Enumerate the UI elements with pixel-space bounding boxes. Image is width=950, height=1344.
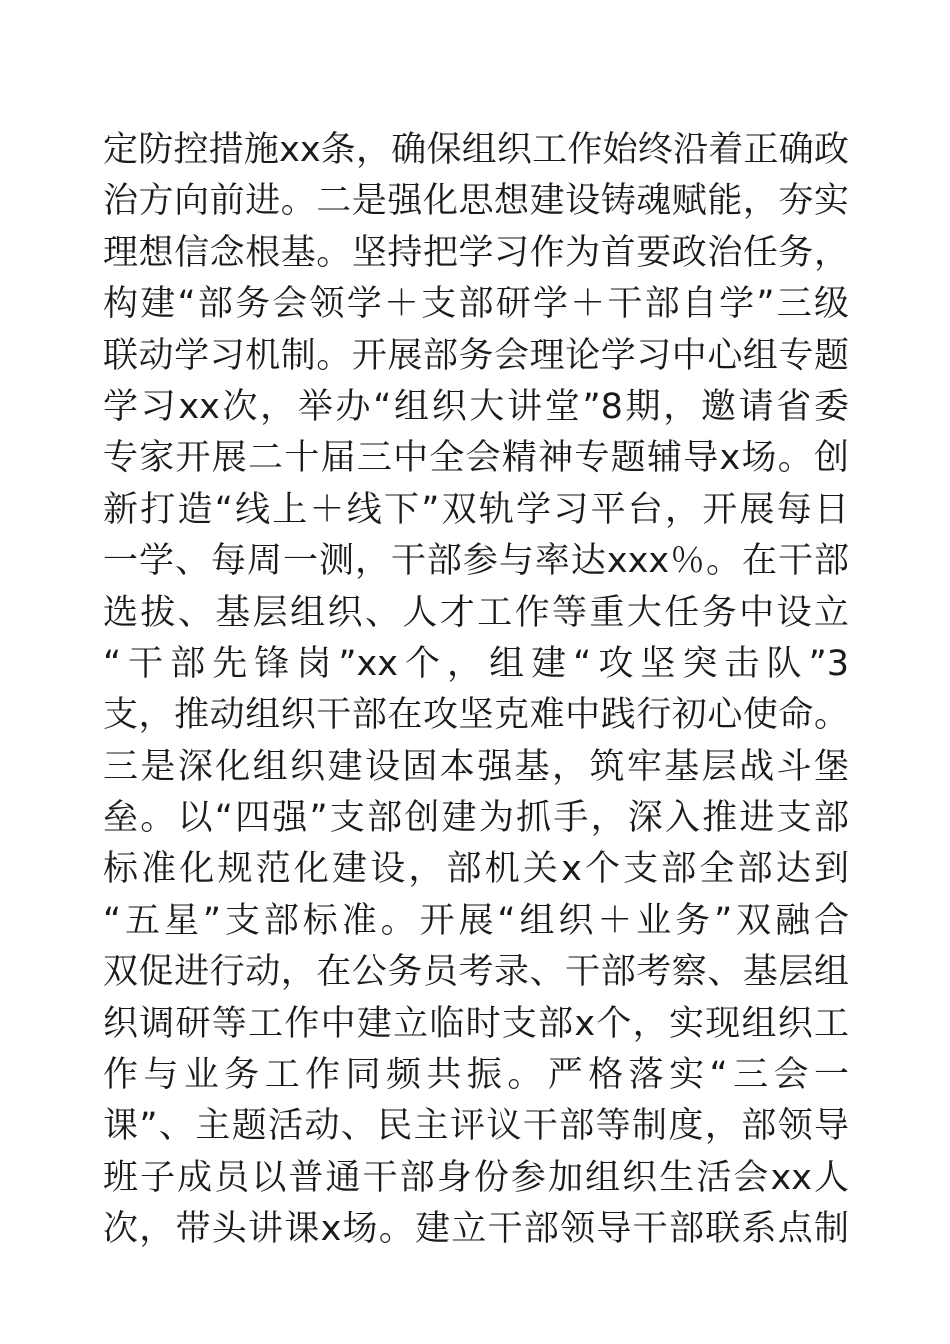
text-line: 标准化规范化建设，部机关x个支部全部达到 — [103, 849, 849, 890]
text-line: 班子成员以普通干部身份参加组织生活会xx人 — [103, 1157, 849, 1198]
text-line: 治方向前进。二是强化思想建设铸魂赋能，夯实 — [103, 181, 849, 222]
text-line: 作与业务工作同频共振。严格落实“三会一 — [103, 1055, 849, 1096]
text-line: 垒。以“四强”支部创建为抓手，深入推进支部 — [103, 798, 849, 839]
text-line: 支，推动组织干部在攻坚克难中践行初心使命。 — [103, 695, 849, 736]
text-line: 构建“部务会领学＋支部研学＋干部自学”三级 — [103, 284, 849, 325]
text-line: 双促进行动，在公务员考录、干部考察、基层组 — [103, 952, 849, 993]
text-line: 定防控措施xx条，确保组织工作始终沿着正确政 — [103, 130, 849, 170]
text-line: 学习xx次，举办“组织大讲堂”8期，邀请省委 — [103, 386, 849, 427]
body-paragraph — [103, 125, 849, 1256]
text-line: 织调研等工作中建立临时支部x个，实现组织工 — [103, 1003, 849, 1044]
text-line: “干部先锋岗”xx个，组建“攻坚突击队”3 — [103, 643, 849, 684]
text-line: 三是深化组织建设固本强基，筑牢基层战斗堡 — [103, 746, 849, 787]
text-line: 新打造“线上＋线下”双轨学习平台，开展每日 — [103, 489, 849, 530]
text-line: 选拔、基层组织、人才工作等重大任务中设立 — [103, 592, 849, 633]
text-line: 次，带头讲课x场。建立干部领导干部联系点制 — [103, 1209, 849, 1250]
text-line: 联动学习机制。开展部务会理论学习中心组专题 — [103, 335, 849, 376]
text-line: 课”、主题活动、民主评议干部等制度，部领导 — [103, 1106, 849, 1147]
text-line: 专家开展二十届三中全会精神专题辅导x场。创 — [103, 438, 849, 479]
text-line: “五星”支部标准。开展“组织＋业务”双融合 — [103, 900, 849, 941]
text-line: 一学、每周一测，干部参与率达xxx％。在干部 — [103, 541, 849, 582]
text-line: 理想信念根基。坚持把学习作为首要政治任务， — [103, 232, 849, 273]
